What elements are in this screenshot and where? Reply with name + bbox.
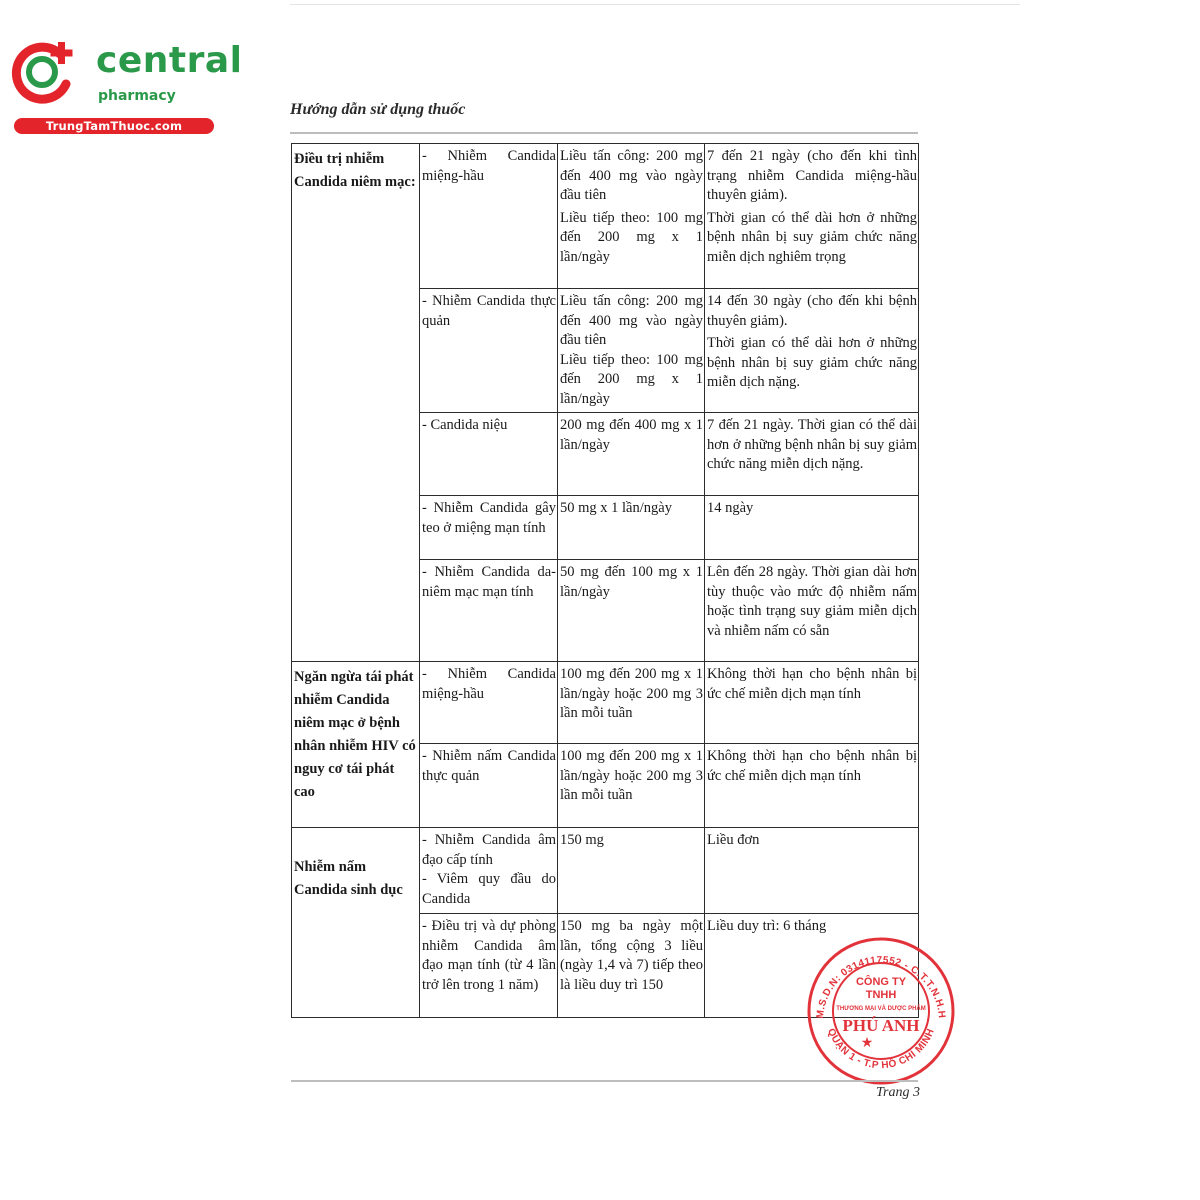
category-cell: Nhiễm nấm Candida sinh dục — [292, 828, 420, 1018]
duration-line: Thời gian có thể dài hơn ở những bệnh nhân bị suy giảm chức năng miễn dịch nặng. — [707, 335, 917, 390]
duration-cell: 7 đến 21 ngày. Thời gian có thể dài hơn ở những bệnh nhân bị suy giảm chức năng miễn dịch nặng. — [705, 413, 919, 496]
indication-cell: - Nhiễm Candida miệng-hầu — [420, 662, 558, 744]
duration-cell: Không thời hạn cho bệnh nhân bị ức chế miễn dịch mạn tính — [705, 662, 919, 744]
table-row — [292, 144, 919, 289]
star-icon: ★ — [860, 1034, 874, 1050]
stamp-line1: CÔNG TY — [855, 976, 907, 988]
duration-cell — [705, 144, 919, 289]
indication-cell: - Candida niệu — [420, 413, 558, 496]
duration-line: 14 đến 30 ngày (cho đến khi bệnh thuyên giảm). — [707, 293, 917, 329]
brand-site: TrungTamThuoc.com — [14, 118, 214, 134]
dose-cell: 100 mg đến 200 mg x 1 lần/ngày hoặc 200 mg 3 lần mỗi tuần — [558, 662, 705, 744]
indication-item: - Viêm quy đầu do Candida — [422, 871, 556, 907]
indication-cell: - Nhiễm nấm Candida thực quản — [420, 744, 558, 828]
stamp-company-name: PHÚ ANH — [842, 1016, 920, 1035]
duration-cell: 14 ngày — [705, 496, 919, 560]
page-number: Trang 3 — [876, 1085, 920, 1100]
indication-cell — [420, 828, 558, 914]
dose-cell — [558, 144, 705, 289]
title-divider — [290, 132, 918, 134]
dose-line: Liều tấn công: 200 mg đến 400 mg vào ngày đầu tiên — [560, 148, 703, 203]
company-stamp — [805, 935, 957, 1087]
dose-cell — [558, 289, 705, 413]
duration-cell: Liều đơn — [705, 828, 919, 914]
stamp-bottom-text: QUẬN 1 - T.P HỒ CHÍ MINH — [825, 1027, 937, 1072]
top-divider — [290, 4, 1020, 5]
indication-cell: - Nhiễm Candida thực quản — [420, 289, 558, 413]
pharmacy-logo-icon — [10, 40, 80, 104]
indication-item: - Nhiễm Candida âm đạo cấp tính — [422, 832, 556, 868]
dose-line: Liều tiếp theo: 100 mg đến 200 mg x 1 lần/ngày — [560, 209, 703, 265]
central-pharmacy-logo — [8, 38, 243, 138]
category-cell: Ngăn ngừa tái phát nhiễm Candida niêm mạc ở bệnh nhân nhiễm HIV có nguy cơ tái phát cao — [292, 662, 420, 828]
duration-cell: Không thời hạn cho bệnh nhân bị ức chế miễn dịch mạn tính — [705, 744, 919, 828]
dose-line: Liều tiếp theo: 100 mg đến 200 mg x 1 lần/ngày — [560, 351, 703, 407]
indication-cell: - Nhiễm Candida da-niêm mạc mạn tính — [420, 560, 558, 662]
dose-cell: 100 mg đến 200 mg x 1 lần/ngày hoặc 200 mg 3 lần mỗi tuần — [558, 744, 705, 828]
dose-cell: 150 mg — [558, 828, 705, 914]
indication-cell: - Điều trị và dự phòng nhiễm Candida âm đạo mạn tính (từ 4 lần trở lên trong 1 năm) — [420, 914, 558, 1018]
duration-cell: Liều duy trì: 6 tháng — [705, 914, 919, 1018]
indication-cell: - Nhiễm Candida miệng-hầu — [420, 144, 558, 289]
table-row — [292, 662, 919, 744]
duration-cell: Lên đến 28 ngày. Thời gian dài hơn tùy thuộc vào mức độ nhiễm nấm hoặc tình trạng suy giảm miễn dịch và nhiễm nấm có sẵn — [705, 560, 919, 662]
dose-cell: 50 mg x 1 lần/ngày — [558, 496, 705, 560]
dosage-table — [291, 143, 919, 1018]
duration-line: Thời gian có thể dài hơn ở những bệnh nhân bị suy giảm chức năng miễn dịch nghiêm trọng — [707, 209, 917, 265]
duration-cell — [705, 289, 919, 413]
dose-cell: 150 mg ba ngày một lần, tổng cộng 3 liều (ngày 1,4 và 7) tiếp theo là liều duy trì 150 — [558, 914, 705, 1018]
dose-line: Liều tấn công: 200 mg đến 400 mg vào ngày đầu tiên — [560, 293, 703, 348]
brand-name: central — [96, 40, 243, 81]
duration-line: 7 đến 21 ngày (cho đến khi tình trạng nhiễm Candida miệng-hầu thuyên giảm). — [707, 148, 917, 203]
stamp-line2: TNHH — [865, 989, 897, 1001]
dose-cell: 200 mg đến 400 mg x 1 lần/ngày — [558, 413, 705, 496]
stamp-line3: THƯƠNG MẠI VÀ DƯỢC PHẨM — [836, 1006, 926, 1012]
footer-divider — [291, 1080, 918, 1082]
category-cell: Điều trị nhiễm Candida niêm mạc: — [292, 144, 420, 662]
stamp-ring-text: M.S.D.N: 0314117552 - C.T.T.N.H.H — [814, 954, 948, 1020]
brand-sub: pharmacy — [98, 88, 176, 104]
dose-cell: 50 mg đến 100 mg x 1 lần/ngày — [558, 560, 705, 662]
document-title: Hướng dẫn sử dụng thuốc — [290, 101, 466, 118]
indication-cell: - Nhiễm Candida gây teo ở miệng mạn tính — [420, 496, 558, 560]
table-row — [292, 828, 919, 914]
